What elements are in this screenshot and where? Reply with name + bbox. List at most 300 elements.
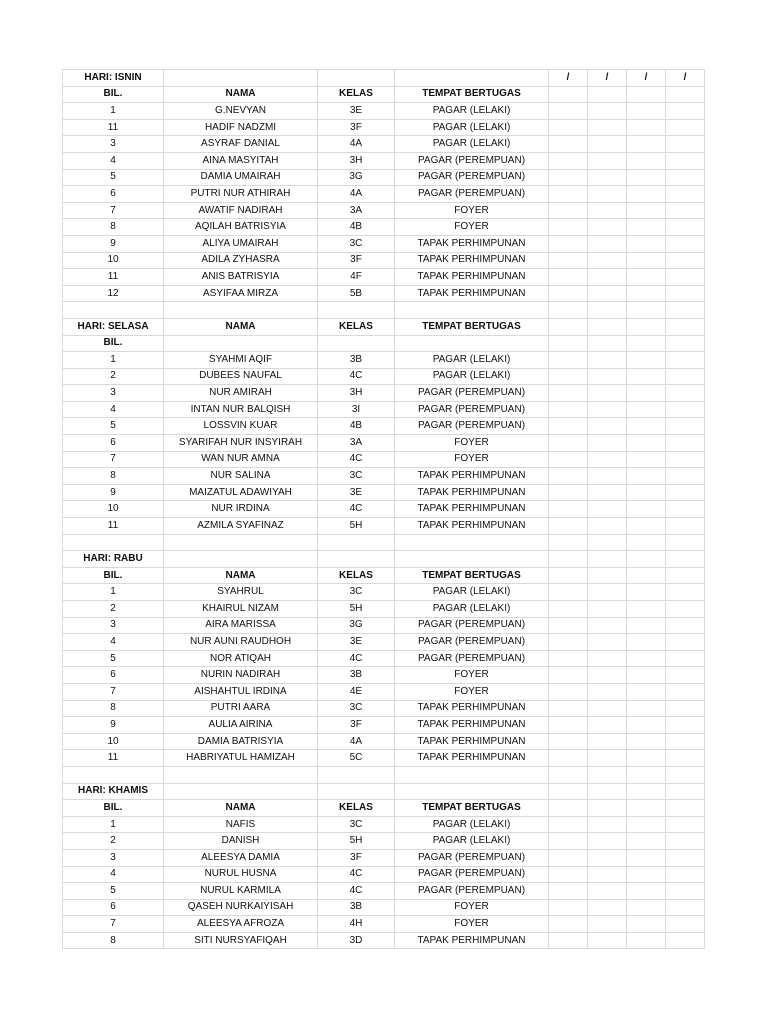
check-cell [549,518,588,535]
check-cell [549,750,588,767]
check-cell [627,667,666,684]
check-cell [666,883,705,900]
header-row [63,335,705,352]
kelas-cell: 3D [318,932,395,949]
check-cell [588,269,627,286]
check-cell [627,899,666,916]
kelas-cell: 3E [318,484,395,501]
kelas-cell: 3B [318,899,395,916]
empty-cell [318,534,395,551]
check-cell [588,932,627,949]
check-cell [549,418,588,435]
empty-cell [666,766,705,783]
tempat-cell: FOYER [395,451,549,468]
tempat-cell: FOYER [395,219,549,236]
check-cell [666,484,705,501]
empty-cell [588,534,627,551]
nama-cell: AULIA AIRINA [164,717,318,734]
duty-roster-table [62,69,705,949]
table-row [63,617,705,634]
check-cell [549,717,588,734]
check-cell [627,269,666,286]
check-cell [549,567,588,584]
bil-cell: 5 [63,883,164,900]
check-cell [666,401,705,418]
day-row [63,70,705,87]
check-cell [549,451,588,468]
check-cell [549,783,588,800]
kelas-cell: 4C [318,866,395,883]
empty-cell [164,335,318,352]
kelas-cell: 3G [318,617,395,634]
bil-cell: 8 [63,219,164,236]
column-header-bil: BIL. [63,800,164,817]
bil-cell: 11 [63,119,164,136]
check-cell [588,883,627,900]
check-cell [549,202,588,219]
bil-cell: 9 [63,235,164,252]
nama-cell: HABRIYATUL HAMIZAH [164,750,318,767]
nama-cell: SITI NURSYAFIQAH [164,932,318,949]
check-cell [588,667,627,684]
check-cell [549,849,588,866]
table-row [63,700,705,717]
check-cell [549,584,588,601]
tempat-cell: PAGAR (PEREMPUAN) [395,849,549,866]
check-cell [549,601,588,618]
check-cell [549,285,588,302]
bil-cell: 3 [63,136,164,153]
empty-cell [164,766,318,783]
tempat-cell: PAGAR (PEREMPUAN) [395,401,549,418]
check-cell [588,252,627,269]
bil-cell: 5 [63,418,164,435]
bil-cell: 9 [63,717,164,734]
empty-cell [318,783,395,800]
kelas-cell: 3C [318,816,395,833]
kelas-cell: 5H [318,601,395,618]
column-header-bil: BIL. [63,86,164,103]
day-label: HARI: KHAMIS [63,783,164,800]
kelas-cell: 4C [318,883,395,900]
tempat-cell: FOYER [395,683,549,700]
bil-cell: 11 [63,750,164,767]
nama-cell: NURUL KARMILA [164,883,318,900]
nama-cell: AIRA MARISSA [164,617,318,634]
check-cell [627,451,666,468]
check-cell [627,584,666,601]
bil-cell: 6 [63,899,164,916]
check-cell [627,750,666,767]
tempat-cell: PAGAR (LELAKI) [395,119,549,136]
check-cell [549,650,588,667]
check-cell [666,435,705,452]
table-row [63,103,705,120]
kelas-cell: 3A [318,435,395,452]
check-cell [627,518,666,535]
check-cell [549,551,588,568]
check-cell: / [549,70,588,87]
kelas-cell: 4E [318,683,395,700]
check-cell [666,800,705,817]
tempat-cell: TAPAK PERHIMPUNAN [395,484,549,501]
check-cell [588,584,627,601]
bil-cell: 12 [63,285,164,302]
table-row [63,501,705,518]
check-cell [666,899,705,916]
tempat-cell: TAPAK PERHIMPUNAN [395,733,549,750]
kelas-cell: 4A [318,733,395,750]
kelas-cell: 3E [318,634,395,651]
check-cell [627,800,666,817]
bil-cell: 9 [63,484,164,501]
check-cell [666,451,705,468]
check-cell [666,136,705,153]
column-header-nama: NAMA [164,567,318,584]
kelas-cell: 4C [318,451,395,468]
tempat-cell: FOYER [395,202,549,219]
nama-cell: ALEESYA AFROZA [164,916,318,933]
check-cell [666,335,705,352]
check-cell [549,484,588,501]
empty-cell [395,70,549,87]
empty-cell [164,534,318,551]
check-cell [666,169,705,186]
nama-cell: DUBEES NAUFAL [164,368,318,385]
kelas-cell: 3E [318,103,395,120]
bil-cell: 11 [63,269,164,286]
table-row [63,219,705,236]
bil-cell: 7 [63,451,164,468]
check-cell [627,783,666,800]
nama-cell: PUTRI NUR ATHIRAH [164,186,318,203]
check-cell [627,401,666,418]
nama-cell: LOSSVIN KUAR [164,418,318,435]
check-cell [549,252,588,269]
check-cell [666,932,705,949]
table-row [63,650,705,667]
check-cell [666,501,705,518]
check-cell [627,650,666,667]
table-row [63,750,705,767]
table-row [63,866,705,883]
check-cell [588,484,627,501]
table-row [63,269,705,286]
table-row [63,119,705,136]
bil-cell: 2 [63,601,164,618]
table-row [63,368,705,385]
check-cell [627,468,666,485]
bil-cell: 1 [63,103,164,120]
check-cell [549,733,588,750]
empty-cell [549,302,588,319]
nama-cell: DAMIA BATRISYIA [164,733,318,750]
nama-cell: DANISH [164,833,318,850]
check-cell [627,683,666,700]
check-cell [666,816,705,833]
nama-cell: ASYIFAA MIRZA [164,285,318,302]
bil-cell: 3 [63,385,164,402]
header-row [63,800,705,817]
table-row [63,667,705,684]
tempat-cell: PAGAR (PEREMPUAN) [395,883,549,900]
empty-cell [164,70,318,87]
check-cell [588,169,627,186]
table-row [63,385,705,402]
kelas-cell: 3C [318,700,395,717]
check-cell [549,932,588,949]
empty-cell [666,302,705,319]
check-cell [666,152,705,169]
tempat-cell: PAGAR (PEREMPUAN) [395,186,549,203]
bil-cell: 7 [63,916,164,933]
check-cell [627,119,666,136]
check-cell [549,169,588,186]
check-cell [549,318,588,335]
bil-cell: 10 [63,501,164,518]
nama-cell: NURUL HUSNA [164,866,318,883]
table-row [63,601,705,618]
tempat-cell: PAGAR (LELAKI) [395,601,549,618]
nama-cell: AZMILA SYAFINAZ [164,518,318,535]
bil-cell: 5 [63,650,164,667]
nama-cell: SYAHRUL [164,584,318,601]
column-header-tempat: TEMPAT BERTUGAS [395,567,549,584]
kelas-cell: 3B [318,352,395,369]
check-cell [588,700,627,717]
empty-cell [318,70,395,87]
bil-cell: 4 [63,401,164,418]
tempat-cell: FOYER [395,899,549,916]
tempat-cell: FOYER [395,916,549,933]
column-header-kelas: KELAS [318,567,395,584]
nama-cell: MAIZATUL ADAWIYAH [164,484,318,501]
check-cell [588,119,627,136]
kelas-cell: 4C [318,501,395,518]
nama-cell: INTAN NUR BALQISH [164,401,318,418]
column-header-tempat: TEMPAT BERTUGAS [395,318,549,335]
check-cell [588,401,627,418]
empty-cell [63,766,164,783]
table-row [63,252,705,269]
table-row [63,916,705,933]
tempat-cell: PAGAR (PEREMPUAN) [395,418,549,435]
check-cell [666,849,705,866]
check-cell [627,435,666,452]
bil-cell: 8 [63,700,164,717]
tempat-cell: TAPAK PERHIMPUNAN [395,700,549,717]
tempat-cell: PAGAR (PEREMPUAN) [395,152,549,169]
kelas-cell: 3H [318,385,395,402]
check-cell [588,219,627,236]
bil-cell: 1 [63,584,164,601]
check-cell [588,435,627,452]
column-header-kelas: KELAS [318,800,395,817]
table-row [63,518,705,535]
check-cell [549,883,588,900]
check-cell [666,617,705,634]
bil-cell: 11 [63,518,164,535]
header-row [63,86,705,103]
check-cell [666,584,705,601]
nama-cell: ALIYA UMAIRAH [164,235,318,252]
table-row [63,833,705,850]
check-cell [549,86,588,103]
column-header-nama: NAMA [164,318,318,335]
tempat-cell: TAPAK PERHIMPUNAN [395,932,549,949]
kelas-cell: 5B [318,285,395,302]
table-row [63,932,705,949]
kelas-cell: 5H [318,518,395,535]
check-cell [666,518,705,535]
check-cell [627,617,666,634]
check-cell [666,318,705,335]
check-cell [549,700,588,717]
nama-cell: HADIF NADZMI [164,119,318,136]
table-row [63,849,705,866]
check-cell [549,617,588,634]
kelas-cell: 3C [318,235,395,252]
check-cell [627,601,666,618]
nama-cell: AQILAH BATRISYIA [164,219,318,236]
bil-cell: 6 [63,186,164,203]
check-cell [627,883,666,900]
kelas-cell: 3A [318,202,395,219]
check-cell [549,800,588,817]
check-cell [549,352,588,369]
check-cell [666,86,705,103]
check-cell [627,833,666,850]
check-cell [666,667,705,684]
bil-cell: 7 [63,683,164,700]
tempat-cell: PAGAR (PEREMPUAN) [395,385,549,402]
header-row [63,567,705,584]
check-cell [666,418,705,435]
check-cell [588,518,627,535]
table-row [63,285,705,302]
check-cell [627,202,666,219]
check-cell [549,501,588,518]
check-cell [666,368,705,385]
check-cell [549,468,588,485]
table-row [63,733,705,750]
column-header-tempat: TEMPAT BERTUGAS [395,800,549,817]
check-cell [666,186,705,203]
bil-cell: 3 [63,849,164,866]
table-row [63,169,705,186]
check-cell [549,866,588,883]
check-cell [666,783,705,800]
check-cell [588,335,627,352]
check-cell [627,866,666,883]
check-cell [588,849,627,866]
empty-cell [395,551,549,568]
check-cell [588,285,627,302]
nama-cell: NUR IRDINA [164,501,318,518]
check-cell [588,501,627,518]
table-row [63,136,705,153]
tempat-cell: PAGAR (PEREMPUAN) [395,866,549,883]
table-row [63,468,705,485]
table-row [63,435,705,452]
table-row [63,352,705,369]
check-cell [627,932,666,949]
check-cell [549,119,588,136]
check-cell [666,252,705,269]
column-header-kelas: KELAS [318,318,395,335]
bil-cell: 2 [63,368,164,385]
check-cell [588,468,627,485]
check-cell: / [588,70,627,87]
bil-cell: 1 [63,816,164,833]
bil-cell: 6 [63,435,164,452]
check-cell [627,352,666,369]
empty-cell [395,783,549,800]
kelas-cell: 3C [318,468,395,485]
day-label: HARI: SELASA [63,318,164,335]
table-row [63,816,705,833]
check-cell [627,700,666,717]
tempat-cell: TAPAK PERHIMPUNAN [395,468,549,485]
check-cell [627,816,666,833]
check-cell [588,733,627,750]
table-row [63,584,705,601]
check-cell [666,833,705,850]
check-cell [666,683,705,700]
kelas-cell: 3F [318,849,395,866]
tempat-cell: TAPAK PERHIMPUNAN [395,285,549,302]
kelas-cell: 3H [318,152,395,169]
check-cell [627,152,666,169]
check-cell [627,235,666,252]
check-cell [588,683,627,700]
table-row [63,899,705,916]
table-row [63,186,705,203]
empty-cell [164,551,318,568]
tempat-cell: PAGAR (PEREMPUAN) [395,617,549,634]
check-cell [588,783,627,800]
empty-cell [164,302,318,319]
kelas-cell: 3G [318,169,395,186]
bil-cell: 7 [63,202,164,219]
tempat-cell: PAGAR (LELAKI) [395,584,549,601]
empty-cell [588,766,627,783]
check-cell [549,435,588,452]
nama-cell: ANIS BATRISYIA [164,269,318,286]
check-cell [666,352,705,369]
column-header-nama: NAMA [164,86,318,103]
bil-cell: 4 [63,634,164,651]
check-cell [588,186,627,203]
bil-cell: 2 [63,833,164,850]
check-cell [588,103,627,120]
kelas-cell: 4F [318,269,395,286]
check-cell: / [666,70,705,87]
check-cell [627,335,666,352]
tempat-cell: PAGAR (PEREMPUAN) [395,634,549,651]
kelas-cell: 4H [318,916,395,933]
empty-cell [666,534,705,551]
check-cell [588,86,627,103]
empty-cell [318,766,395,783]
spacer-row [63,302,705,319]
check-cell [666,235,705,252]
table-row [63,634,705,651]
check-cell [588,617,627,634]
kelas-cell: 5H [318,833,395,850]
empty-cell [395,766,549,783]
empty-cell [318,335,395,352]
